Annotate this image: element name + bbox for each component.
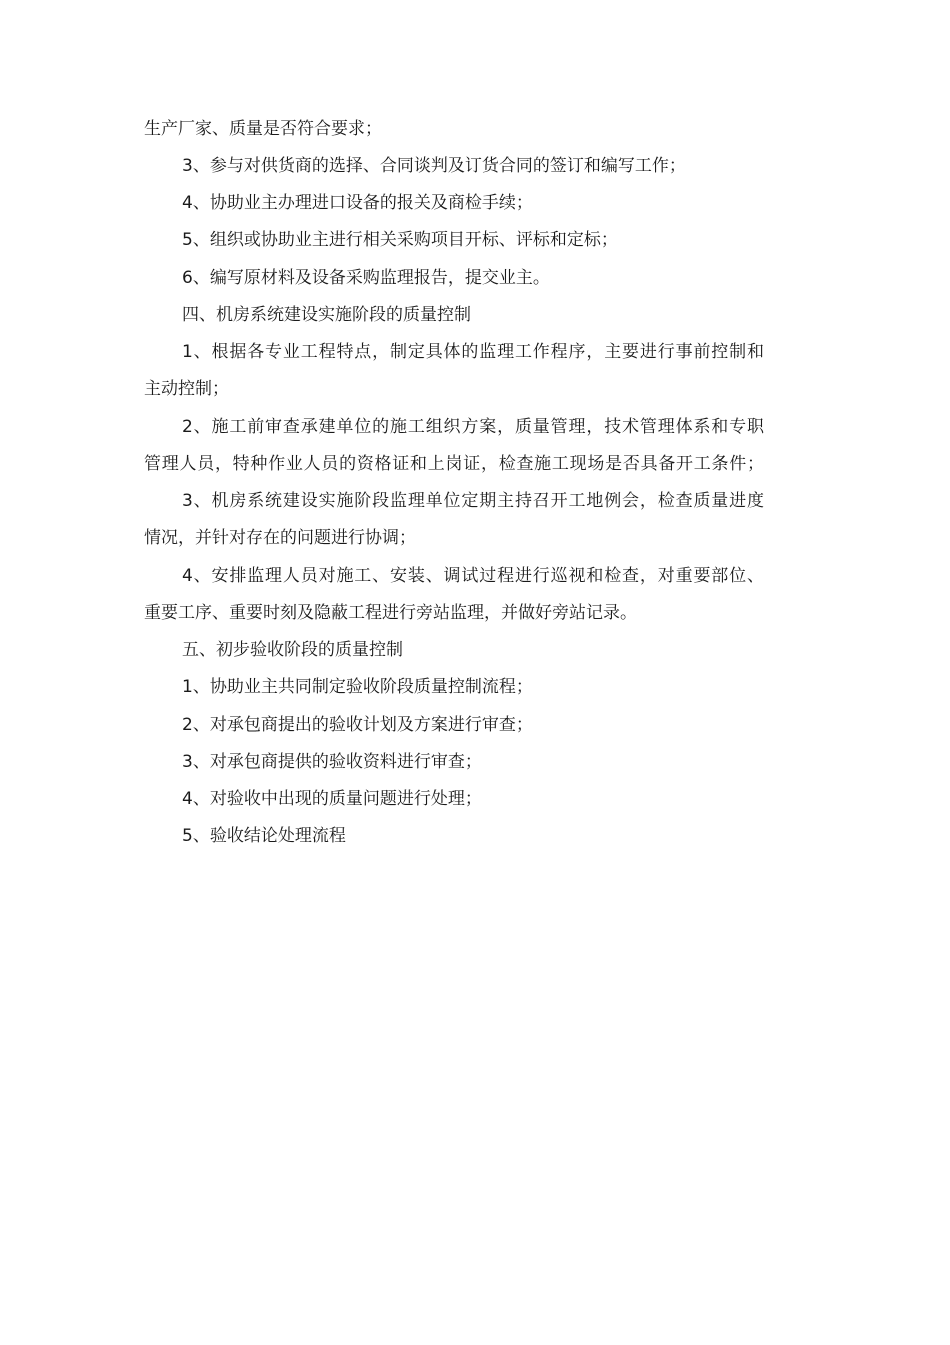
list-item: 1、根据各专业工程特点，制定具体的监理工作程序，主要进行事前控制和	[182, 342, 764, 362]
paragraph-line: 情况，并针对存在的问题进行协调；	[144, 528, 416, 548]
paragraph-line: 主动控制；	[144, 379, 229, 399]
list-item: 3、参与对供货商的选择、合同谈判及订货合同的签订和编写工作；	[182, 156, 686, 176]
paragraph-line: 生产厂家、质量是否符合要求；	[144, 119, 382, 139]
list-item: 1、协助业主共同制定验收阶段质量控制流程；	[182, 677, 533, 697]
list-item: 5、验收结论处理流程	[182, 826, 346, 846]
list-item: 6、编写原材料及设备采购监理报告，提交业主。	[182, 268, 550, 288]
list-item: 3、机房系统建设实施阶段监理单位定期主持召开工地例会，检查质量进度	[182, 491, 764, 511]
section-heading: 五、初步验收阶段的质量控制	[182, 640, 403, 660]
list-item: 2、对承包商提出的验收计划及方案进行审查；	[182, 715, 533, 735]
list-item: 4、安排监理人员对施工、安装、调试过程进行巡视和检查，对重要部位、	[182, 566, 764, 586]
section-heading: 四、机房系统建设实施阶段的质量控制	[182, 305, 471, 325]
list-item: 4、对验收中出现的质量问题进行处理；	[182, 789, 482, 809]
list-item: 3、对承包商提供的验收资料进行审查；	[182, 752, 482, 772]
paragraph-line: 管理人员，特种作业人员的资格证和上岗证，检查施工现场是否具备开工条件；	[144, 454, 764, 474]
paragraph-line: 重要工序、重要时刻及隐蔽工程进行旁站监理，并做好旁站记录。	[144, 603, 637, 623]
list-item: 5、组织或协助业主进行相关采购项目开标、评标和定标；	[182, 230, 618, 250]
list-item: 4、协助业主办理进口设备的报关及商检手续；	[182, 193, 533, 213]
list-item: 2、施工前审查承建单位的施工组织方案，质量管理，技术管理体系和专职	[182, 417, 764, 437]
